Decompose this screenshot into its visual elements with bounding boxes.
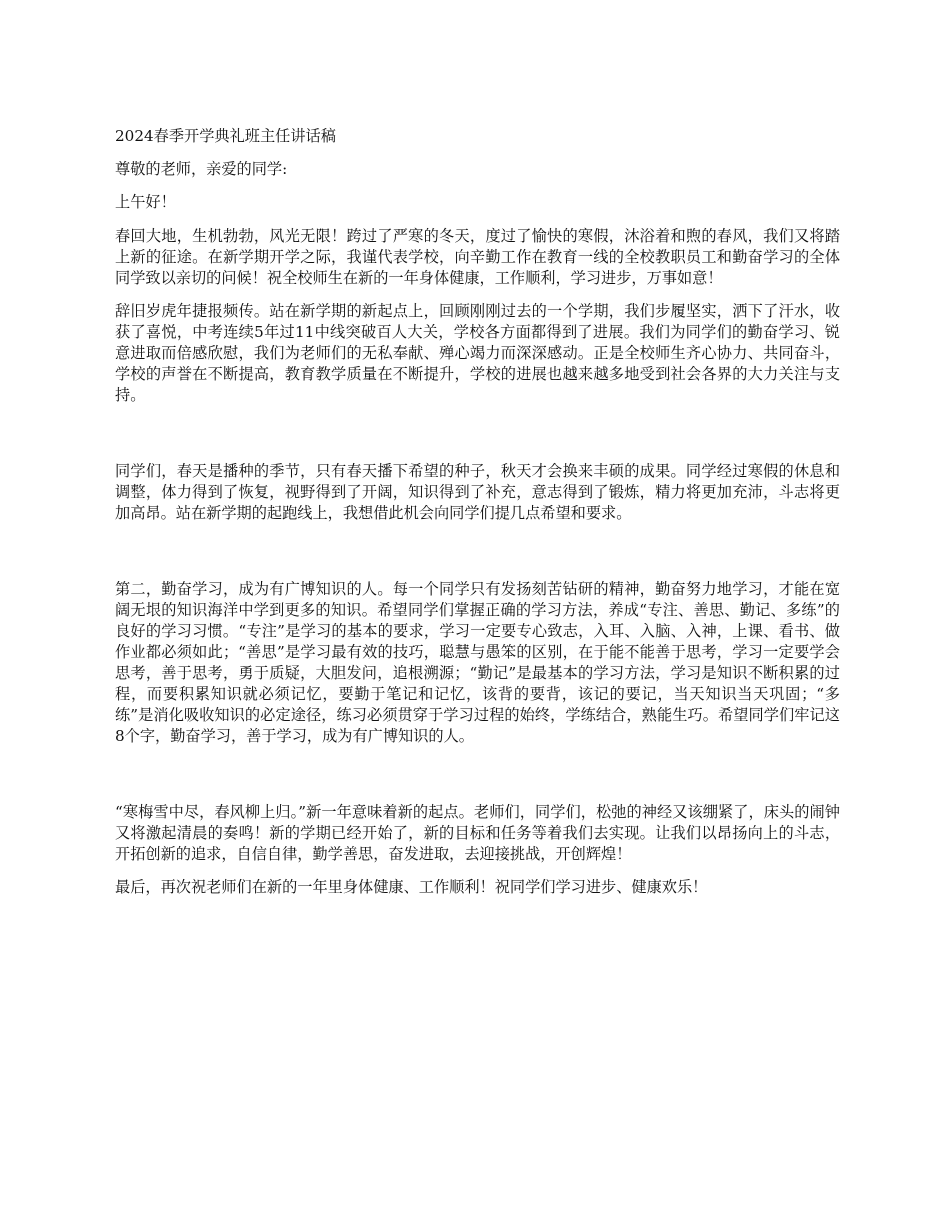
document-title: 2024春季开学典礼班主任讲话稿 [115,127,336,145]
paragraph-hopes: 同学们，春天是播种的季节，只有春天播下希望的种子，秋天才会换来丰硕的成果。同学经过寒假的休息和调整，体力得到了恢复，视野得到了开阔，知识得到了补充，意志得到了锻炼，精力将更加充沛，斗志将更加高昂。站在新学期的起跑线上，我想借此机会向同学们提几点希望和要求。 [115,462,840,522]
greeting: 上午好！ [115,193,176,211]
document-body [115,126,840,898]
paragraph-opening: 春回大地，生机勃勃，风光无限！跨过了严寒的冬天，度过了愉快的寒假，沐浴着和煦的春风，我们又将踏上新的征途。在新学期开学之际，我谨代表学校，向辛勤工作在教育一线的全校教职员工和勤奋学习的全体同学致以亲切的问候！祝全校师生在新的一年身体健康，工作顺利，学习进步，万事如意！ [115,227,840,287]
paragraph-diligent-study: 第二，勤奋学习，成为有广博知识的人。每一个同学只有发扬刻苦钻研的精神，勤奋努力地学习，才能在宽阔无垠的知识海洋中学到更多的知识。希望同学们掌握正确的学习方法，养成“专注、善思、勤记、多练”的良好的学习习惯。“专注”是学习的基本的要求，学习一定要专心致志，入耳、入脑、入神，上课、看书、做作业都必须如此；“善思”是学习最有效的技巧，聪慧与愚笨的区别，在于能不能善于思考，学习一定要学会思考，善于思考，勇于质疑，大胆发问，追根溯源；“勤记”是最基本的学习方法，学习是知识不断积累的过程，而要积累知识就必须记忆，要勤于笔记和记忆，该背的要背，该记的要记，当天知识当天巩固；“多练”是消化吸收知识的必定途径，练习必须贯穿于学习过程的始终，学练结合，熟能生巧。希望同学们牢记这8个字，勤奋学习，善于学习，成为有广博知识的人。 [115,580,840,745]
paragraph-new-start: “寒梅雪中尽，春风柳上归。”新一年意味着新的起点。老师们，同学们，松弛的神经又该绷紧了，床头的闹钟又将激起清晨的奏鸣！新的学期已经开始了，新的目标和任务等着我们去实现。让我们以昂扬向上的斗志，开拓创新的追求，自信自律，勤学善思，奋发进取，去迎接挑战，开创辉煌！ [115,803,840,863]
paragraph-review: 辞旧岁虎年捷报频传。站在新学期的新起点上，回顾刚刚过去的一个学期，我们步履坚实，洒下了汗水，收获了喜悦，中考连续5年过11中线突破百人大关，学校各方面都得到了进展。我们为同学们的勤奋学习、锐意进取而倍感欣慰，我们为老师们的无私奉献、殚心竭力而深深感动。正是全校师生齐心协力、共同奋斗，学校的声誉在不断提高，教育教学质量在不断提升，学校的进展也越来越多地受到社会各界的大力关注与支持。 [115,302,840,404]
salutation: 尊敬的老师，亲爱的同学: [115,160,288,178]
paragraph-closing: 最后，再次祝老师们在新的一年里身体健康、工作顺利！祝同学们学习进步、健康欢乐！ [115,878,708,896]
